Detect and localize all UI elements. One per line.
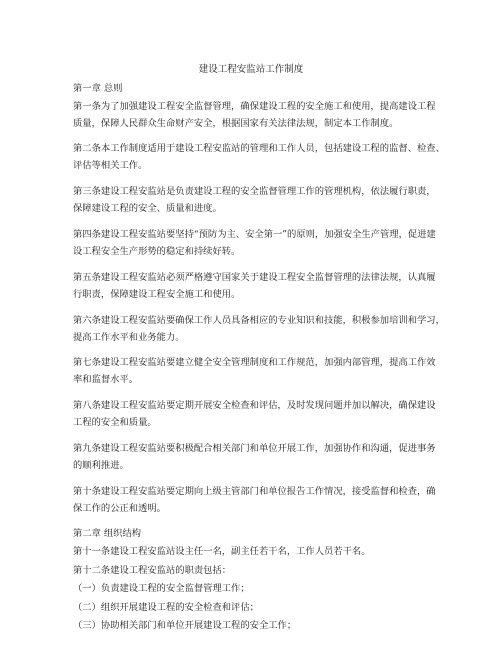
chapter-heading <box>73 525 445 542</box>
article-paragraph <box>73 543 445 560</box>
text-line: 第三条建设工程安监站是负责建设工程的安全监督管理工作的管理机构，依法履行职责， <box>73 186 436 197</box>
text-line: 第六条建设工程安监站要确保工作人员具备相应的专业知识和技能，积极参加培训和学习， <box>73 315 445 326</box>
article-paragraph <box>73 483 445 517</box>
text-line: 率和监督水平。 <box>73 374 139 385</box>
list-item <box>73 617 445 634</box>
text-line: 第七条建设工程安监站要建立健全安全管理制度和工作规范，加强内部管理，提高工作效 <box>73 357 436 368</box>
text-line: （三）协助相关部门和单位开展建设工程的安全工作； <box>73 620 297 631</box>
text-line: 第二条本工作制度适用于建设工程安监站的管理和工作人员，包括建设工程的监督、检查、 <box>73 143 445 154</box>
article-paragraph <box>73 562 445 579</box>
text-line: 提高工作水平和业务能力。 <box>73 332 185 343</box>
article-paragraph <box>73 354 445 388</box>
document-title: 建设工程安监站工作制度 <box>198 64 304 75</box>
text-line: 的顺利推进。 <box>73 460 129 471</box>
text-line: 第四条建设工程安监站要坚持“预防为主、安全第一”的原则，加强安全生产管理，促进建 <box>73 229 436 240</box>
text-line: 第一章 总则 <box>73 83 123 94</box>
text-line: 第十二条建设工程安监站的职责包括： <box>73 565 232 576</box>
text-line: 设工程安全生产形势的稳定和持续好转。 <box>73 246 241 257</box>
text-line: （一）负责建设工程的安全监督管理工作； <box>73 583 250 594</box>
article-paragraph <box>73 269 445 303</box>
list-item <box>73 580 445 597</box>
article-paragraph <box>73 98 445 132</box>
text-line: 第十条建设工程安监站要定期向上级主管部门和单位报告工作情况，接受监督和检查，确 <box>73 486 436 497</box>
text-line: 第五条建设工程安监站必须严格遵守国家关于建设工程安全监督管理的法律法规，认真履 <box>73 272 436 283</box>
text-line: 第八条建设工程安监站要定期开展安全检查和评估，及时发现问题并加以解决，确保建设 <box>73 400 436 411</box>
article-paragraph <box>73 140 445 174</box>
list-item <box>73 599 445 616</box>
article-paragraph <box>73 312 445 346</box>
article-paragraph <box>73 440 445 474</box>
article-paragraph <box>73 183 445 217</box>
text-line: （二）组织开展建设工程的安全检查和评估； <box>73 602 259 613</box>
article-paragraph <box>73 226 445 260</box>
text-line: 保工作的公正和透明。 <box>73 503 166 514</box>
text-line: 质量，保障人民群众生命财产安全，根据国家有关法律法规，制定本工作制度。 <box>73 118 399 129</box>
text-line: 工程的安全和质量。 <box>73 417 157 428</box>
article-paragraph <box>73 397 445 431</box>
text-line: 第二章 组织结构 <box>73 528 142 539</box>
text-line: 保障建设工程的安全、质量和进度。 <box>73 203 222 214</box>
text-line: 行职责，保障建设工程安全施工和使用。 <box>73 289 241 300</box>
text-line: 第十一条建设工程安监站设主任一名，副主任若干名，工作人员若干名。 <box>73 546 371 557</box>
text-line: 第九条建设工程安监站要积极配合相关部门和单位开展工作，加强协作和沟通，促进事务 <box>73 443 436 454</box>
text-line: 第一条为了加强建设工程安全监督管理，确保建设工程的安全施工和使用，提高建设工程 <box>73 101 436 112</box>
chapter-heading <box>73 80 445 97</box>
text-line: 评估等相关工作。 <box>73 160 148 171</box>
